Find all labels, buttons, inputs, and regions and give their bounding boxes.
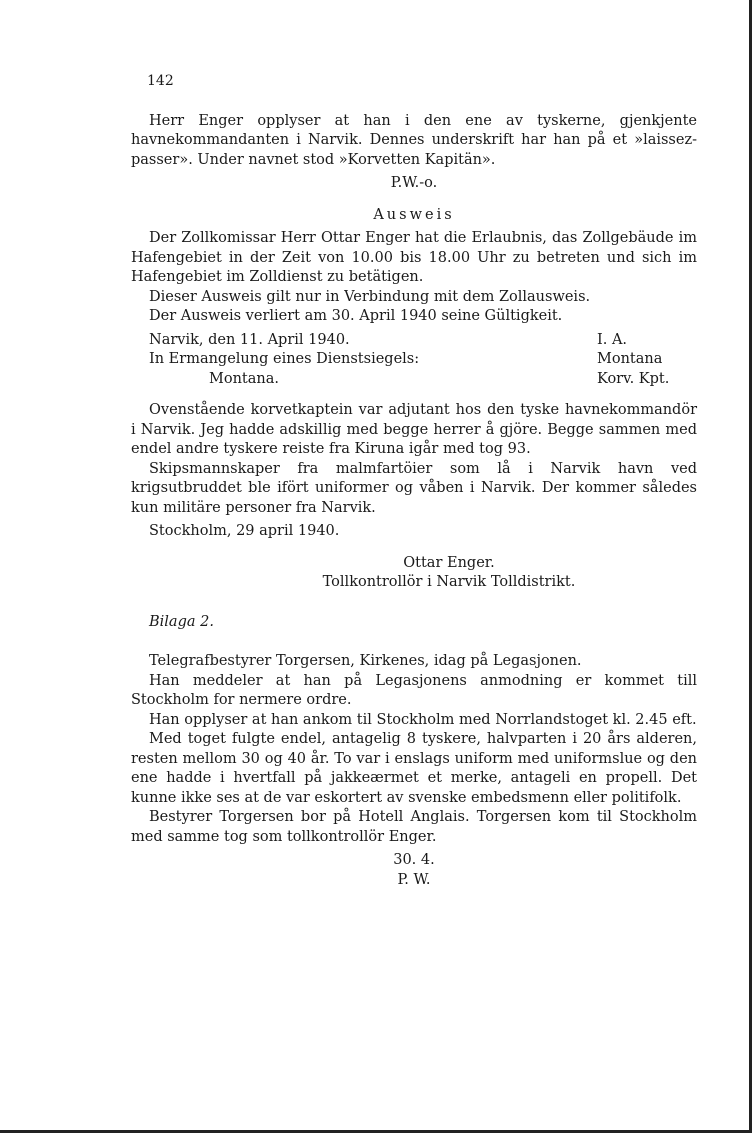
closing-date: 30. 4. bbox=[393, 852, 435, 868]
paragraph-3: Skipsmannskaper fra malmfartöier som lå i Narvik havn ved krigsutbruddet ble ifört uniformer og våben i Narvik. Der kommer således kun militäre personer fra Narvik. bbox=[131, 460, 697, 516]
ausweis-signature-row-1 bbox=[131, 331, 697, 351]
ausweis-signature-row-3 bbox=[131, 370, 697, 390]
attachment-paragraph-2: Han meddeler at han på Legasjonens anmodning er kommet till Stockholm for nermere ordre. bbox=[131, 672, 697, 708]
ausweis-signature-row-2 bbox=[131, 350, 697, 370]
attachment-paragraph-4: Med toget fulgte endel, antagelig 8 tyskere, halvparten i 20 års alderen, resten mellom 30 og 40 år. To var i enslags uniform med uniformslue og den ene hadde i hvertfall på jakkeærmet et merke, antageli en propell. Det kunne ikke ses at de var eskortert av svenske embedsmenn eller politifolk. bbox=[131, 731, 697, 806]
signature-name: Ottar Enger. bbox=[403, 554, 495, 571]
ausweis-signer-name-left: Montana. bbox=[209, 370, 279, 387]
ausweis-signer-rank: Korv. Kpt. bbox=[597, 370, 670, 387]
page-number: 142 bbox=[147, 73, 174, 89]
attachment-paragraph-1: Telegrafbestyrer Torgersen, Kirkenes, idag på Legasjonen. bbox=[149, 653, 582, 669]
ausweis-signer-name: Montana bbox=[597, 351, 663, 367]
attachment-heading: Bilaga 2. bbox=[149, 613, 214, 630]
place-date: Stockholm, 29 april 1940. bbox=[149, 523, 340, 539]
signature-pwo: P.W.-o. bbox=[390, 175, 438, 191]
document-page bbox=[131, 72, 697, 890]
ausweis-paragraph-3: Der Ausweis verliert am 30. April 1940 seine Gültigkeit. bbox=[149, 308, 563, 324]
attachment-paragraph-3: Han opplyser at han ankom til Stockholm med Norrlandstoget kl. 2.45 eft. bbox=[149, 711, 697, 728]
ausweis-paragraph-2: Dieser Ausweis gilt nur in Verbindung mit dem Zollausweis. bbox=[149, 288, 591, 305]
ausweis-place-date: Narvik, den 11. April 1940. bbox=[149, 331, 350, 348]
paragraph-2: Ovenstående korvetkaptein var adjutant hos den tyske havnekommandör i Narvik. Jeg hadde adskillig med begge herrer å gjöre. Begge sammen med endel andre tyskere reiste fra Kiruna igår med tog 93. bbox=[131, 402, 697, 457]
signature-title: Tollkontrollör i Narvik Tolldistrikt. bbox=[322, 574, 576, 590]
ausweis-paragraph-1: Der Zollkomissar Herr Ottar Enger hat die Erlaubnis, das Zollgebäude im Hafengebiet in der Zeit von 10.00 bis 18.00 Uhr zu betreten und sich im Hafengebiet im Zolldienst zu betätigen. bbox=[131, 230, 697, 285]
attachment-paragraph-5: Bestyrer Torgersen bor på Hotell Anglais. Torgersen kom til Stockholm med samme tog som tollkontrollör Enger. bbox=[131, 809, 697, 845]
closing-signature: P. W. bbox=[397, 871, 431, 888]
ausweis-ia: I. A. bbox=[597, 331, 628, 348]
paragraph-1: Herr Enger opplyser at han i den ene av tyskerne, gjenkjente havnekommandanten i Narvik. Dennes underskrift har han på et »laissez-passer». Under navnet stod »Korvetten Kapitän». bbox=[131, 112, 697, 168]
ausweis-title: Ausweis bbox=[373, 206, 455, 223]
ausweis-seal-note: In Ermangelung eines Dienstsiegels: bbox=[149, 351, 420, 367]
